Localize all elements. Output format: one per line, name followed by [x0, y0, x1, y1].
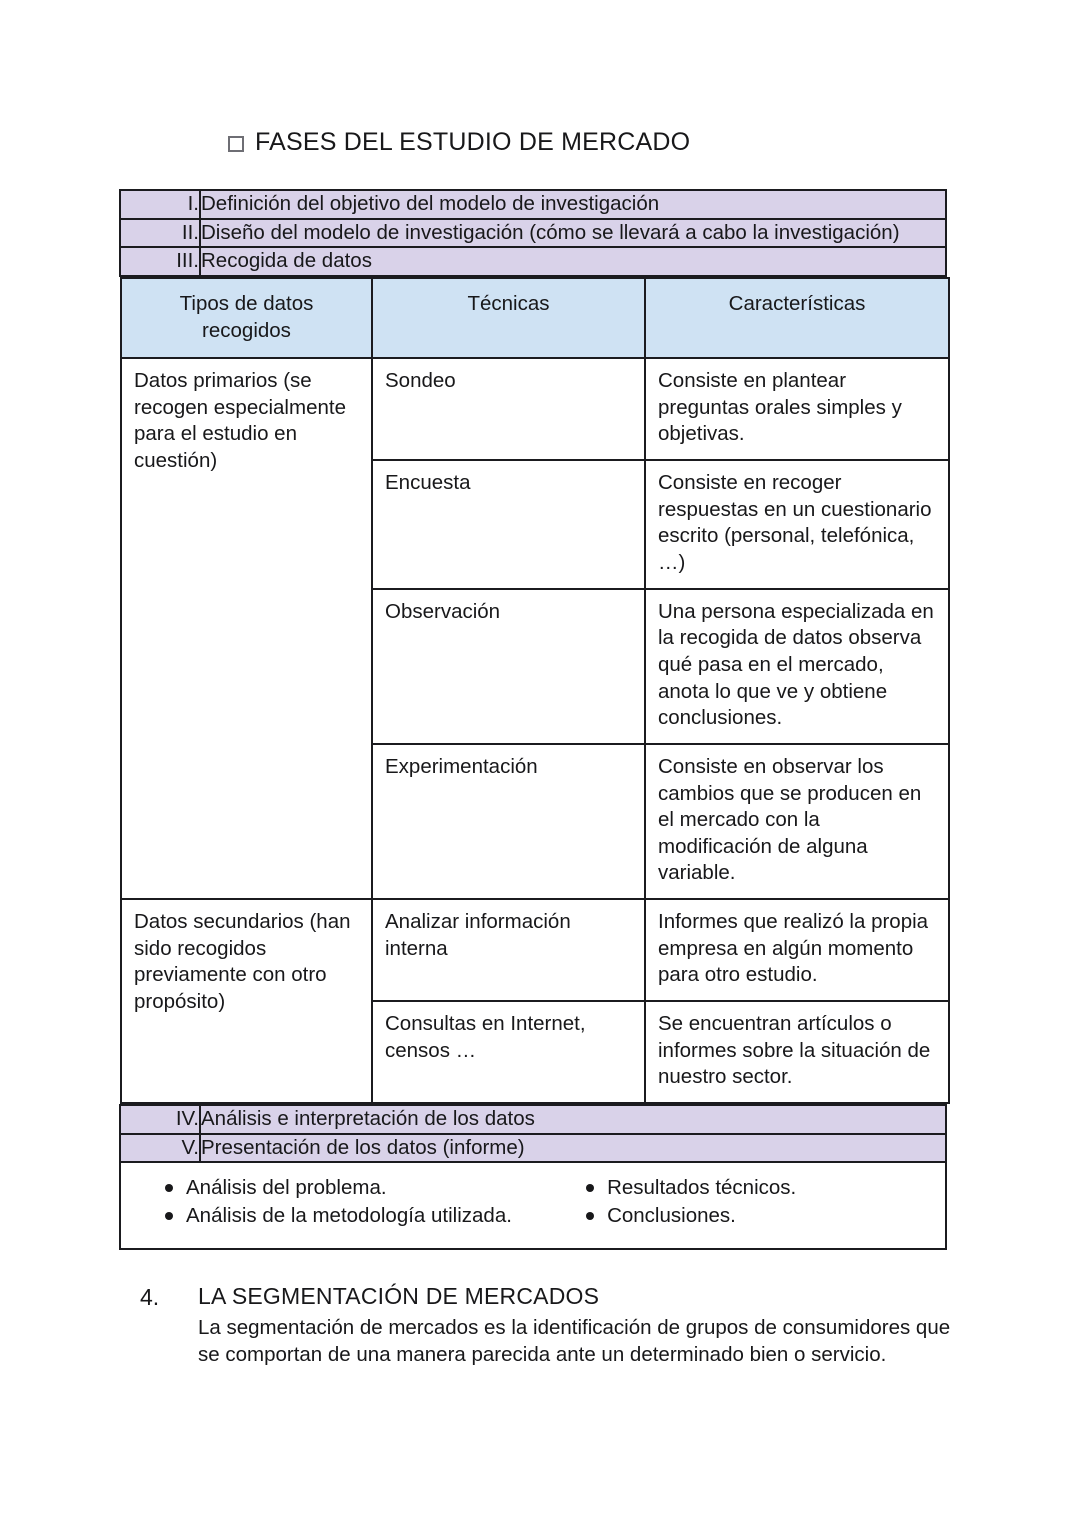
phase-label-v: Presentación de los datos (informe) [200, 1134, 946, 1163]
list-item [586, 1175, 935, 1201]
cell-caracteristica-experimentacion: Consiste en observar los cambios que se producen en el mercado con la modificación de alguna variable. [645, 744, 949, 899]
phase-number-v: V. [120, 1134, 200, 1163]
cell-caracteristica-encuesta: Consiste en recoger respuestas en un cuestionario escrito (personal, telefónica, …) [645, 460, 949, 589]
phase-number-ii: II. [120, 219, 200, 248]
section-paragraph: La segmentación de mercados es la identificación de grupos de consumidores que se comportan de una manera parecida ante un determinado bien o servicio. [198, 1316, 951, 1367]
list-item-label: Análisis del problema. [186, 1176, 387, 1200]
cell-caracteristica-informacion-interna: Informes que realizó la propia empresa en algún momento para otro estudio. [645, 899, 949, 1001]
table-row-datos-detail [120, 276, 946, 1105]
table-row [121, 358, 949, 460]
list-item-label: Análisis de la metodología utilizada. [186, 1204, 512, 1228]
bullet-dot-icon [586, 1184, 594, 1192]
cell-tecnica-sondeo: Sondeo [372, 358, 645, 460]
empty-checkbox-icon [228, 136, 244, 152]
column-header-tecnicas: Técnicas [372, 278, 645, 358]
cell-caracteristica-consultas-internet: Se encuentran artículos o informes sobre la situación de nuestro sector. [645, 1001, 949, 1103]
cell-caracteristica-observacion: Una persona especializada en la recogida de datos observa qué pasa en el mercado, anota lo que ve y obtiene conclusiones. [645, 589, 949, 744]
page-title-text: FASES DEL ESTUDIO DE MERCADO [255, 128, 691, 156]
phase-label-iv: Análisis e interpretación de los datos [200, 1105, 946, 1134]
bullet-dot-icon [586, 1212, 594, 1220]
table-row [121, 899, 949, 1001]
informe-bullets-cell [120, 1162, 946, 1248]
table-row-phase-i [120, 190, 946, 219]
table-row-phase-v [120, 1134, 946, 1163]
page-title [228, 128, 690, 157]
fases-table [119, 189, 947, 1250]
table-row-phase-iv [120, 1105, 946, 1134]
cell-tecnica-consultas-internet: Consultas en Internet, censos … [372, 1001, 645, 1103]
cell-tecnica-observacion: Observación [372, 589, 645, 744]
list-item-label: Resultados técnicos. [607, 1176, 797, 1200]
bullet-dot-icon [165, 1184, 173, 1192]
column-header-tipos: Tipos de datos recogidos [121, 278, 372, 358]
section-segmentacion [140, 1283, 960, 1368]
bullet-dot-icon [165, 1212, 173, 1220]
list-item [165, 1203, 572, 1229]
phase-label-iii: Recogida de datos [200, 247, 946, 276]
datos-table [120, 277, 950, 1104]
phase-number-i: I. [120, 190, 200, 219]
cell-tipo-primarios: Datos primarios (se recogen especialmente para el estudio en cuestión) [121, 358, 372, 899]
list-item [165, 1175, 572, 1201]
datos-detail-cell [120, 276, 946, 1105]
cell-caracteristica-sondeo: Consiste en plantear preguntas orales simples y objetivas. [645, 358, 949, 460]
column-header-caracteristicas: Características [645, 278, 949, 358]
cell-tecnica-experimentacion: Experimentación [372, 744, 645, 899]
table-row-phase-ii [120, 219, 946, 248]
datos-table-header-row [121, 278, 949, 358]
phase-label-i: Definición del objetivo del modelo de investigación [200, 190, 946, 219]
cell-tipo-secundarios: Datos secundarios (han sido recogidos previamente con otro propósito) [121, 899, 372, 1103]
bullet-list-right [572, 1175, 935, 1231]
phase-number-iv: IV. [120, 1105, 200, 1134]
phase-label-ii: Diseño del modelo de investigación (cómo se llevará a cabo la investigación) [200, 219, 946, 248]
table-row-informe-bullets [120, 1162, 946, 1248]
cell-tecnica-encuesta: Encuesta [372, 460, 645, 589]
section-title: LA SEGMENTACIÓN DE MERCADOS [198, 1283, 600, 1309]
cell-tecnica-informacion-interna: Analizar información interna [372, 899, 645, 1001]
list-item-label: Conclusiones. [607, 1204, 736, 1228]
table-row-phase-iii [120, 247, 946, 276]
bullet-list-left [131, 1175, 572, 1231]
section-number: 4. [140, 1284, 160, 1310]
phase-number-iii: III. [120, 247, 200, 276]
list-item [586, 1203, 935, 1229]
